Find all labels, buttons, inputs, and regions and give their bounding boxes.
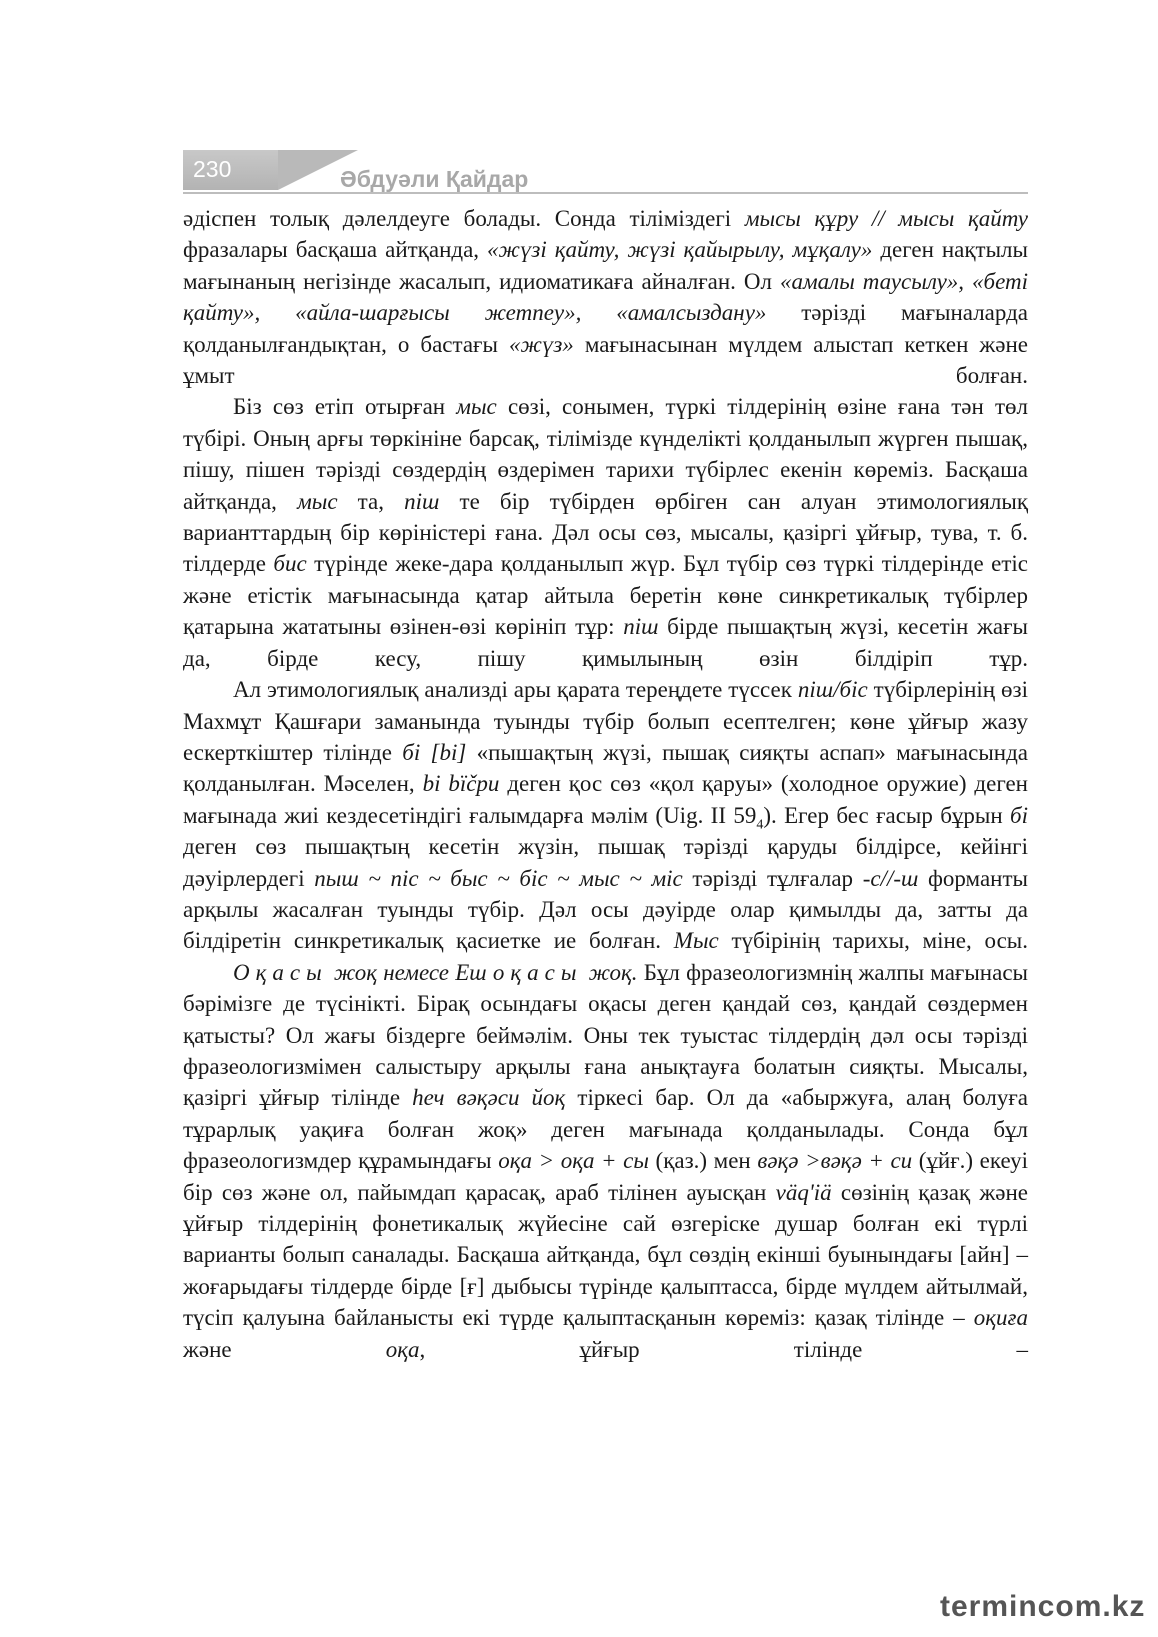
text-run: «жүз»	[508, 331, 574, 357]
text-run: оқа	[385, 1336, 420, 1362]
text-run: , ұйғыр тілінде –	[419, 1336, 1028, 1362]
text-run: мысы құру // мысы қайту	[744, 206, 1028, 231]
text-run: оқа > оқа + сы	[498, 1148, 649, 1174]
text-run: жоқ немесе Еш	[327, 959, 493, 985]
text-run: деген сөз пышақтың кесетін жүзін, пышақ тәрізді қаруды білдірсе, кейінгі дәуірлердегі	[183, 834, 1028, 891]
text-run: оқасы	[492, 959, 583, 985]
text-run: -с//-ш	[862, 865, 919, 891]
text-run: «амалы таусылу», «беті қайту», «айла-шарғысы жетпеу», «амалсыздану»	[183, 268, 1028, 326]
text-run: піш	[623, 614, 659, 640]
text-run: тәрізді мағыналарда қолданылғандықтан, о бастағы	[183, 300, 1028, 357]
text-run: фразалары басқаша айтқанда,	[183, 237, 488, 263]
text-run: Оқасы	[233, 959, 328, 985]
site-watermark: termincom.kz	[940, 1590, 1146, 1623]
text-run: пыш ~ піс ~ быс ~ біс ~ мыс ~ міс	[314, 865, 683, 891]
paragraph-1	[183, 203, 1028, 391]
text-run: форманты арқылы жасалған туынды түбір. Дәл осы дәуірде олар қимылды да, затты да білдіретін синкретикалық қасиетке ие болған.	[183, 865, 1028, 954]
paragraph-4	[183, 957, 1028, 1365]
text-run: Бұл фразеологизмнің жалпы мағынасы бәрімізге де түсінікті. Бірақ осындағы оқасы деген қандай сөз, қандай сөздермен қатысты? Ол жағы біздерге беймәлім. Оны тек туыстас тілдердің дәл осы тәрізді фразеологизмімен салыстыру арқылы ғана анықтауға болатын сияқты. Мысалы, қазіргі ұйғыр тілінде	[183, 959, 1028, 1111]
text-run: деген нақтылы мағынаның негізінде жасалып, идиоматикаға айналған. Ол	[183, 237, 1028, 294]
text-run: Мыс	[673, 928, 719, 954]
text-run: түбірлерінің өзі Махмұт Қашғари заманында туынды түбір болып есептелген; көне ұйғыр жазу ескерткіштер тілінде	[183, 677, 1029, 765]
text-run: түрінде жеке-дара қолданылып жүр. Бұл түбір сөз түркі тілдерінде етіс және етістік мағынасында қатар айтыла беретін көне синкретикалық түбірлер қатарына жататыны өзінен-өзі көрініп тұр:	[183, 551, 1029, 640]
text-run: те бір түбірден өрбіген сан алуан этимологиялық варианттардың бір көріністері ғана. Дәл осы сөз, мысалы, қазіргі ұйғыр, тува, т. б. тілдерде	[183, 488, 1028, 577]
paragraph-3	[183, 674, 1028, 957]
page-header	[183, 146, 1028, 196]
text-run: бірде пышақтың жүзі, кесетін жағы да, бірде кесу, пішу қимылының өзін білдіріп тұр.	[183, 614, 1028, 671]
text-run: түбірінің тарихы, міне, осы.	[718, 928, 1028, 954]
text-run: bi bïčри	[422, 771, 500, 797]
text-run: «пышақтың жүзі, пышақ сияқты аспап» мағынасында қолданылған. Мәселен,	[183, 739, 1028, 797]
text-run: вәқә >вәқә + си	[757, 1148, 913, 1174]
text-run: және	[183, 1336, 386, 1362]
text-run: әдіспен толық дәлелдеуге болады. Сонда тіліміздегі	[183, 206, 745, 231]
paragraph-2	[183, 391, 1028, 674]
text-run: бі	[1010, 802, 1028, 828]
text-run: һеч вәқәси йоқ	[412, 1085, 566, 1111]
text-run: деген қос сөз «қол қаруы» (холодное оружие) деген мағынада жиі кездесетіндігі ғалымдарға мәлім (Uig. II 59	[183, 771, 1028, 828]
text-run: жоқ.	[582, 959, 638, 985]
body-text	[183, 203, 1028, 1365]
text-run: сөзі, сонымен, түркі тілдерінің өзіне ғана тән төл түбірі. Оның арғы төркініне барсақ, тілімізде күнделікті қолданылып жүрген пышақ, пішу, пішен тәрізді сөздердің өздерімен тарихи түбірлес екенін көреміз. Басқаша айтқанда,	[183, 394, 1028, 514]
text-run: väq'iä	[775, 1179, 832, 1205]
text-run: піш/біс	[797, 677, 868, 703]
page-number-tab	[183, 150, 278, 190]
text-run: ). Егер бес ғасыр бұрын	[763, 802, 1011, 828]
text-run: піш	[404, 488, 440, 514]
text-run: (қаз.) мен	[648, 1148, 758, 1174]
text-run: сөзінің қазақ және ұйғыр тілдерінің фонетикалық жүйесіне сай өзгеріске душар болған екі түрлі варианты болып саналады. Басқаша айтқанда, бұл сөздің екінші буынындағы [айн] – жоғарыдағы тілдерде бірде [ғ] дыбысы түрінде қалыптасса, бірде мүлдем айтылмай, түсіп қалуына байланысты екі түрде қалыптасқанын көреміз: қазақ тілінде –	[183, 1179, 1028, 1331]
text-run: (ұйғ.) екеуі бір сөз және ол, пайымдап қарасақ, араб тілінен ауысқан	[183, 1148, 1029, 1205]
page-number: 230	[193, 156, 232, 182]
header-rule	[183, 192, 1028, 194]
text-run: бис	[273, 551, 307, 577]
text-run: тіркесі бар. Ол да «абыржуға, алаң болуға тұрарлық уақиға болған жоқ» деген мағынада қолданылады. Сонда бұл фразеологизмдер құрамындағы	[183, 1085, 1029, 1174]
running-head-author: Әбдуәли Қайдар	[340, 166, 529, 192]
text-run: бі [bi]	[402, 739, 467, 765]
text-run: оқиға	[973, 1305, 1028, 1331]
text-run: мыс	[297, 488, 338, 514]
text-run: та,	[337, 488, 405, 514]
text-run: Ал этимологиялық анализді ары қарата тереңдете түссек	[233, 677, 798, 703]
text-run: «жүзі қайту, жүзі қайырылу, мұқалу»	[487, 237, 873, 263]
text-run: Біз сөз етіп отырған	[233, 394, 457, 420]
text-run: мыс	[456, 394, 497, 420]
text-run: мағынасынан мүлдем алыстап кеткен және ұмыт болған.	[183, 331, 1028, 389]
text-run: 4	[756, 817, 764, 833]
text-run: тәрізді тұлғалар	[682, 865, 863, 891]
